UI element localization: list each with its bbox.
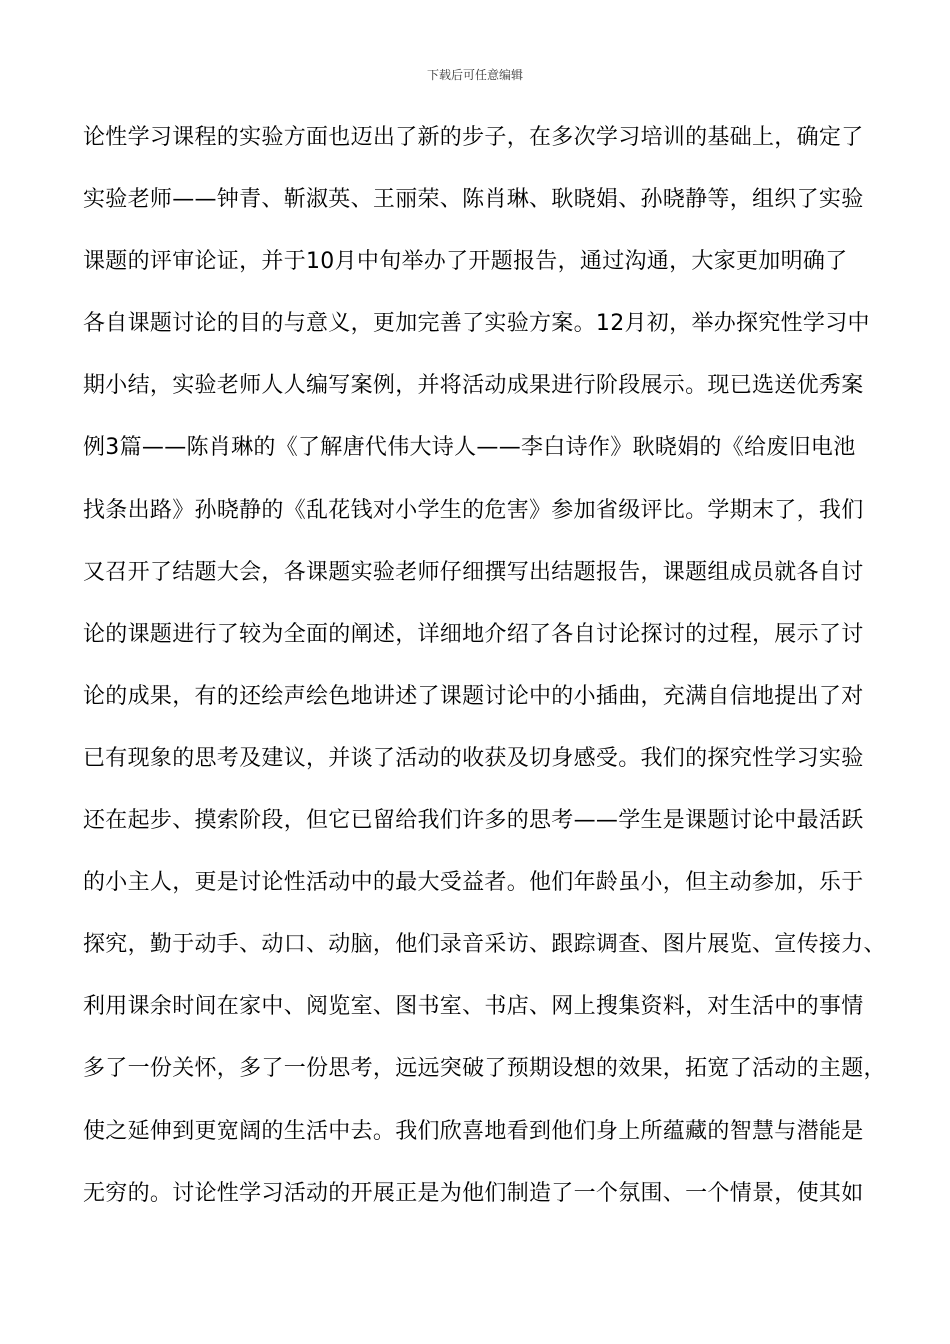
text-line: 论的成果，有的还绘声绘色地讲述了课题讨论中的小插曲，充满自信地提出了对 bbox=[83, 683, 864, 709]
text-line: 的小主人，更是讨论性活动中的最大受益者。他们年龄虽小，但主动参加，乐于 bbox=[83, 870, 864, 896]
text-line: 例3篇——陈肖琳的《了解唐代伟大诗人——李白诗作》耿晓娟的《给废旧电池 bbox=[83, 435, 856, 461]
text-line: 实验老师——钟青、靳淑英、王丽荣、陈肖琳、耿晓娟、孙晓静等，组织了实验 bbox=[83, 187, 864, 213]
text-line: 已有现象的思考及建议，并谈了活动的收获及切身感受。我们的探究性学习实验 bbox=[83, 745, 864, 771]
text-line: 使之延伸到更宽阔的生活中去。我们欣喜地看到他们身上所蕴藏的智慧与潜能是 bbox=[83, 1118, 864, 1144]
page-header-note: 下载后可任意编辑 bbox=[426, 68, 523, 82]
text-line: 课题的评审论证，并于10月中旬举办了开题报告，通过沟通，大家更加明确了 bbox=[83, 249, 848, 275]
text-line: 无穷的。讨论性学习活动的开展正是为他们制造了一个氛围、一个情景，使其如 bbox=[83, 1180, 864, 1206]
text-line: 期小结，实验老师人人编写案例，并将活动成果进行阶段展示。现已选送优秀案 bbox=[83, 373, 864, 399]
text-line: 又召开了结题大会，各课题实验老师仔细撰写出结题报告，课题组成员就各自讨 bbox=[83, 559, 864, 585]
text-line: 论的课题进行了较为全面的阐述，详细地介绍了各自讨论探讨的过程，展示了讨 bbox=[83, 621, 864, 647]
text-line: 利用课余时间在家中、阅览室、图书室、书店、网上搜集资料，对生活中的事情 bbox=[83, 994, 864, 1020]
text-line: 还在起步、摸索阶段，但它已留给我们许多的思考——学生是课题讨论中最活跃 bbox=[83, 808, 864, 834]
text-line: 找条出路》孙晓静的《乱花钱对小学生的危害》参加省级评比。学期末了，我们 bbox=[83, 497, 864, 523]
text-line: 论性学习课程的实验方面也迈出了新的步子，在多次学习培训的基础上，确定了 bbox=[83, 125, 864, 150]
text-line: 多了一份关怀，多了一份思考，远远突破了预期设想的效果，拓宽了活动的主题， bbox=[83, 1056, 886, 1082]
text-line: 探究，勤于动手、动口、动脑，他们录音采访、跟踪调查、图片展览、宣传接力、 bbox=[83, 932, 886, 958]
text-line: 各自课题讨论的目的与意义，更加完善了实验方案。12月初，举办探究性学习中 bbox=[83, 311, 870, 337]
document-body bbox=[83, 112, 886, 1230]
